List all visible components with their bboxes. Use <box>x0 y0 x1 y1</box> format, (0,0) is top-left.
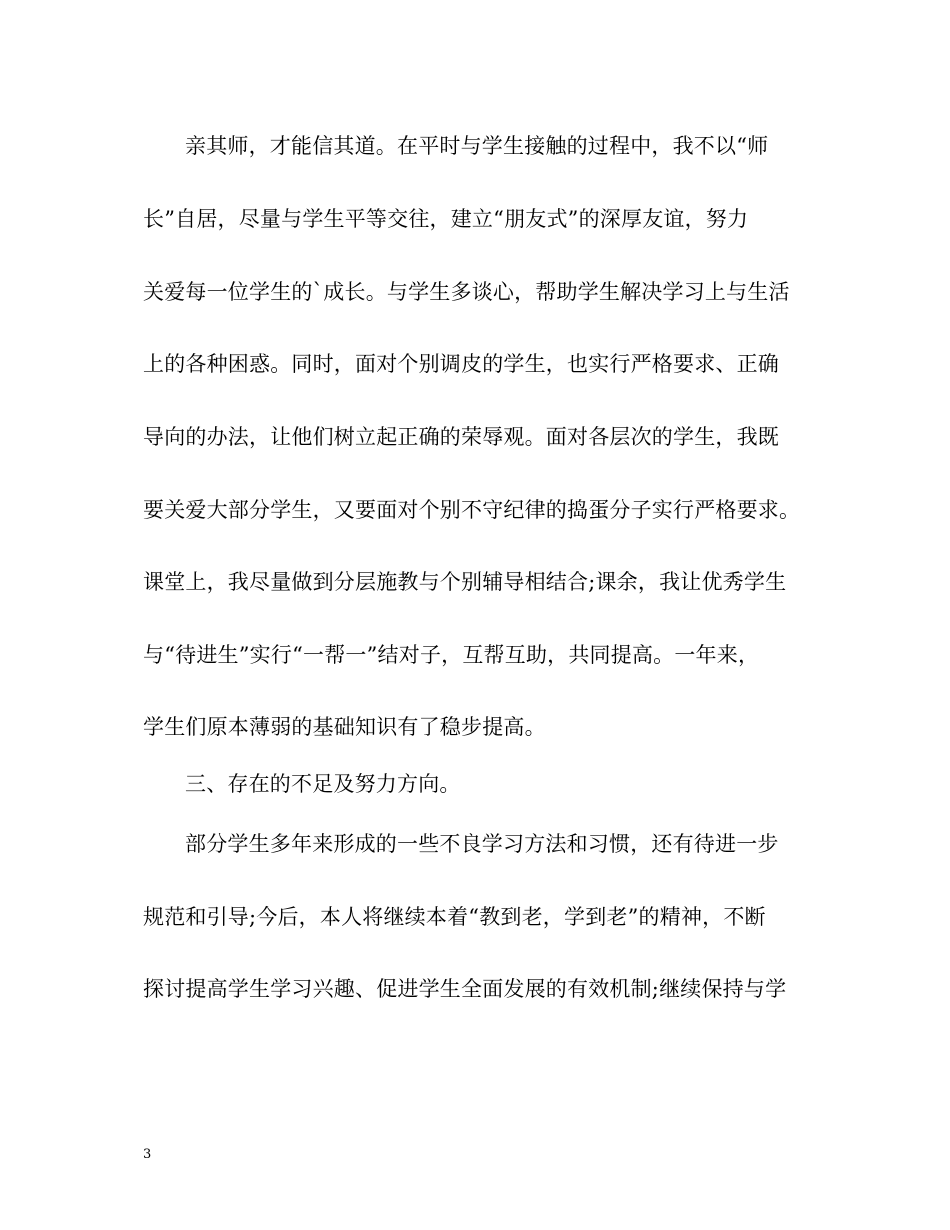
body-text-line: 学生们原本薄弱的基础知识有了稳步提高。 <box>143 715 546 739</box>
page-number: 3 <box>143 1147 152 1162</box>
section-heading: 三、存在的不足及努力方向。 <box>185 772 461 796</box>
body-text-line: 要关爱大部分学生，又要面对个别不守纪律的捣蛋分子实行严格要求。 <box>143 498 801 522</box>
body-text-line: 部分学生多年来形成的一些不良学习方法和习惯，还有待进一步 <box>185 832 779 856</box>
body-text-line: 课堂上，我尽量做到分层施教与个别辅导相结合;课余，我让优秀学生 <box>143 570 787 594</box>
body-text-line: 与“待进生”实行“一帮一”结对子，互帮互助，共同提高。一年来， <box>143 643 760 667</box>
body-text-line: 长”自居，尽量与学生平等交往，建立“朋友式”的深厚友谊，努力 <box>143 207 749 231</box>
body-text-line: 探讨提高学生学习兴趣、促进学生全面发展的有效机制;继续保持与学 <box>143 977 787 1001</box>
body-text-line: 关爱每一位学生的`成长。与学生多谈心，帮助学生解决学习上与生活 <box>143 280 790 304</box>
body-text-line: 规范和引导;今后，本人将继续本着“教到老，学到老”的精神，不断 <box>143 905 766 929</box>
body-text-line: 上的各种困惑。同时，面对个别调皮的学生，也实行严格要求、正确 <box>143 352 779 376</box>
body-text-line: 亲其师，才能信其道。在平时与学生接触的过程中，我不以“师 <box>185 134 769 158</box>
body-text-line: 导向的办法，让他们树立起正确的荣辱观。面对各层次的学生，我既 <box>143 425 779 449</box>
